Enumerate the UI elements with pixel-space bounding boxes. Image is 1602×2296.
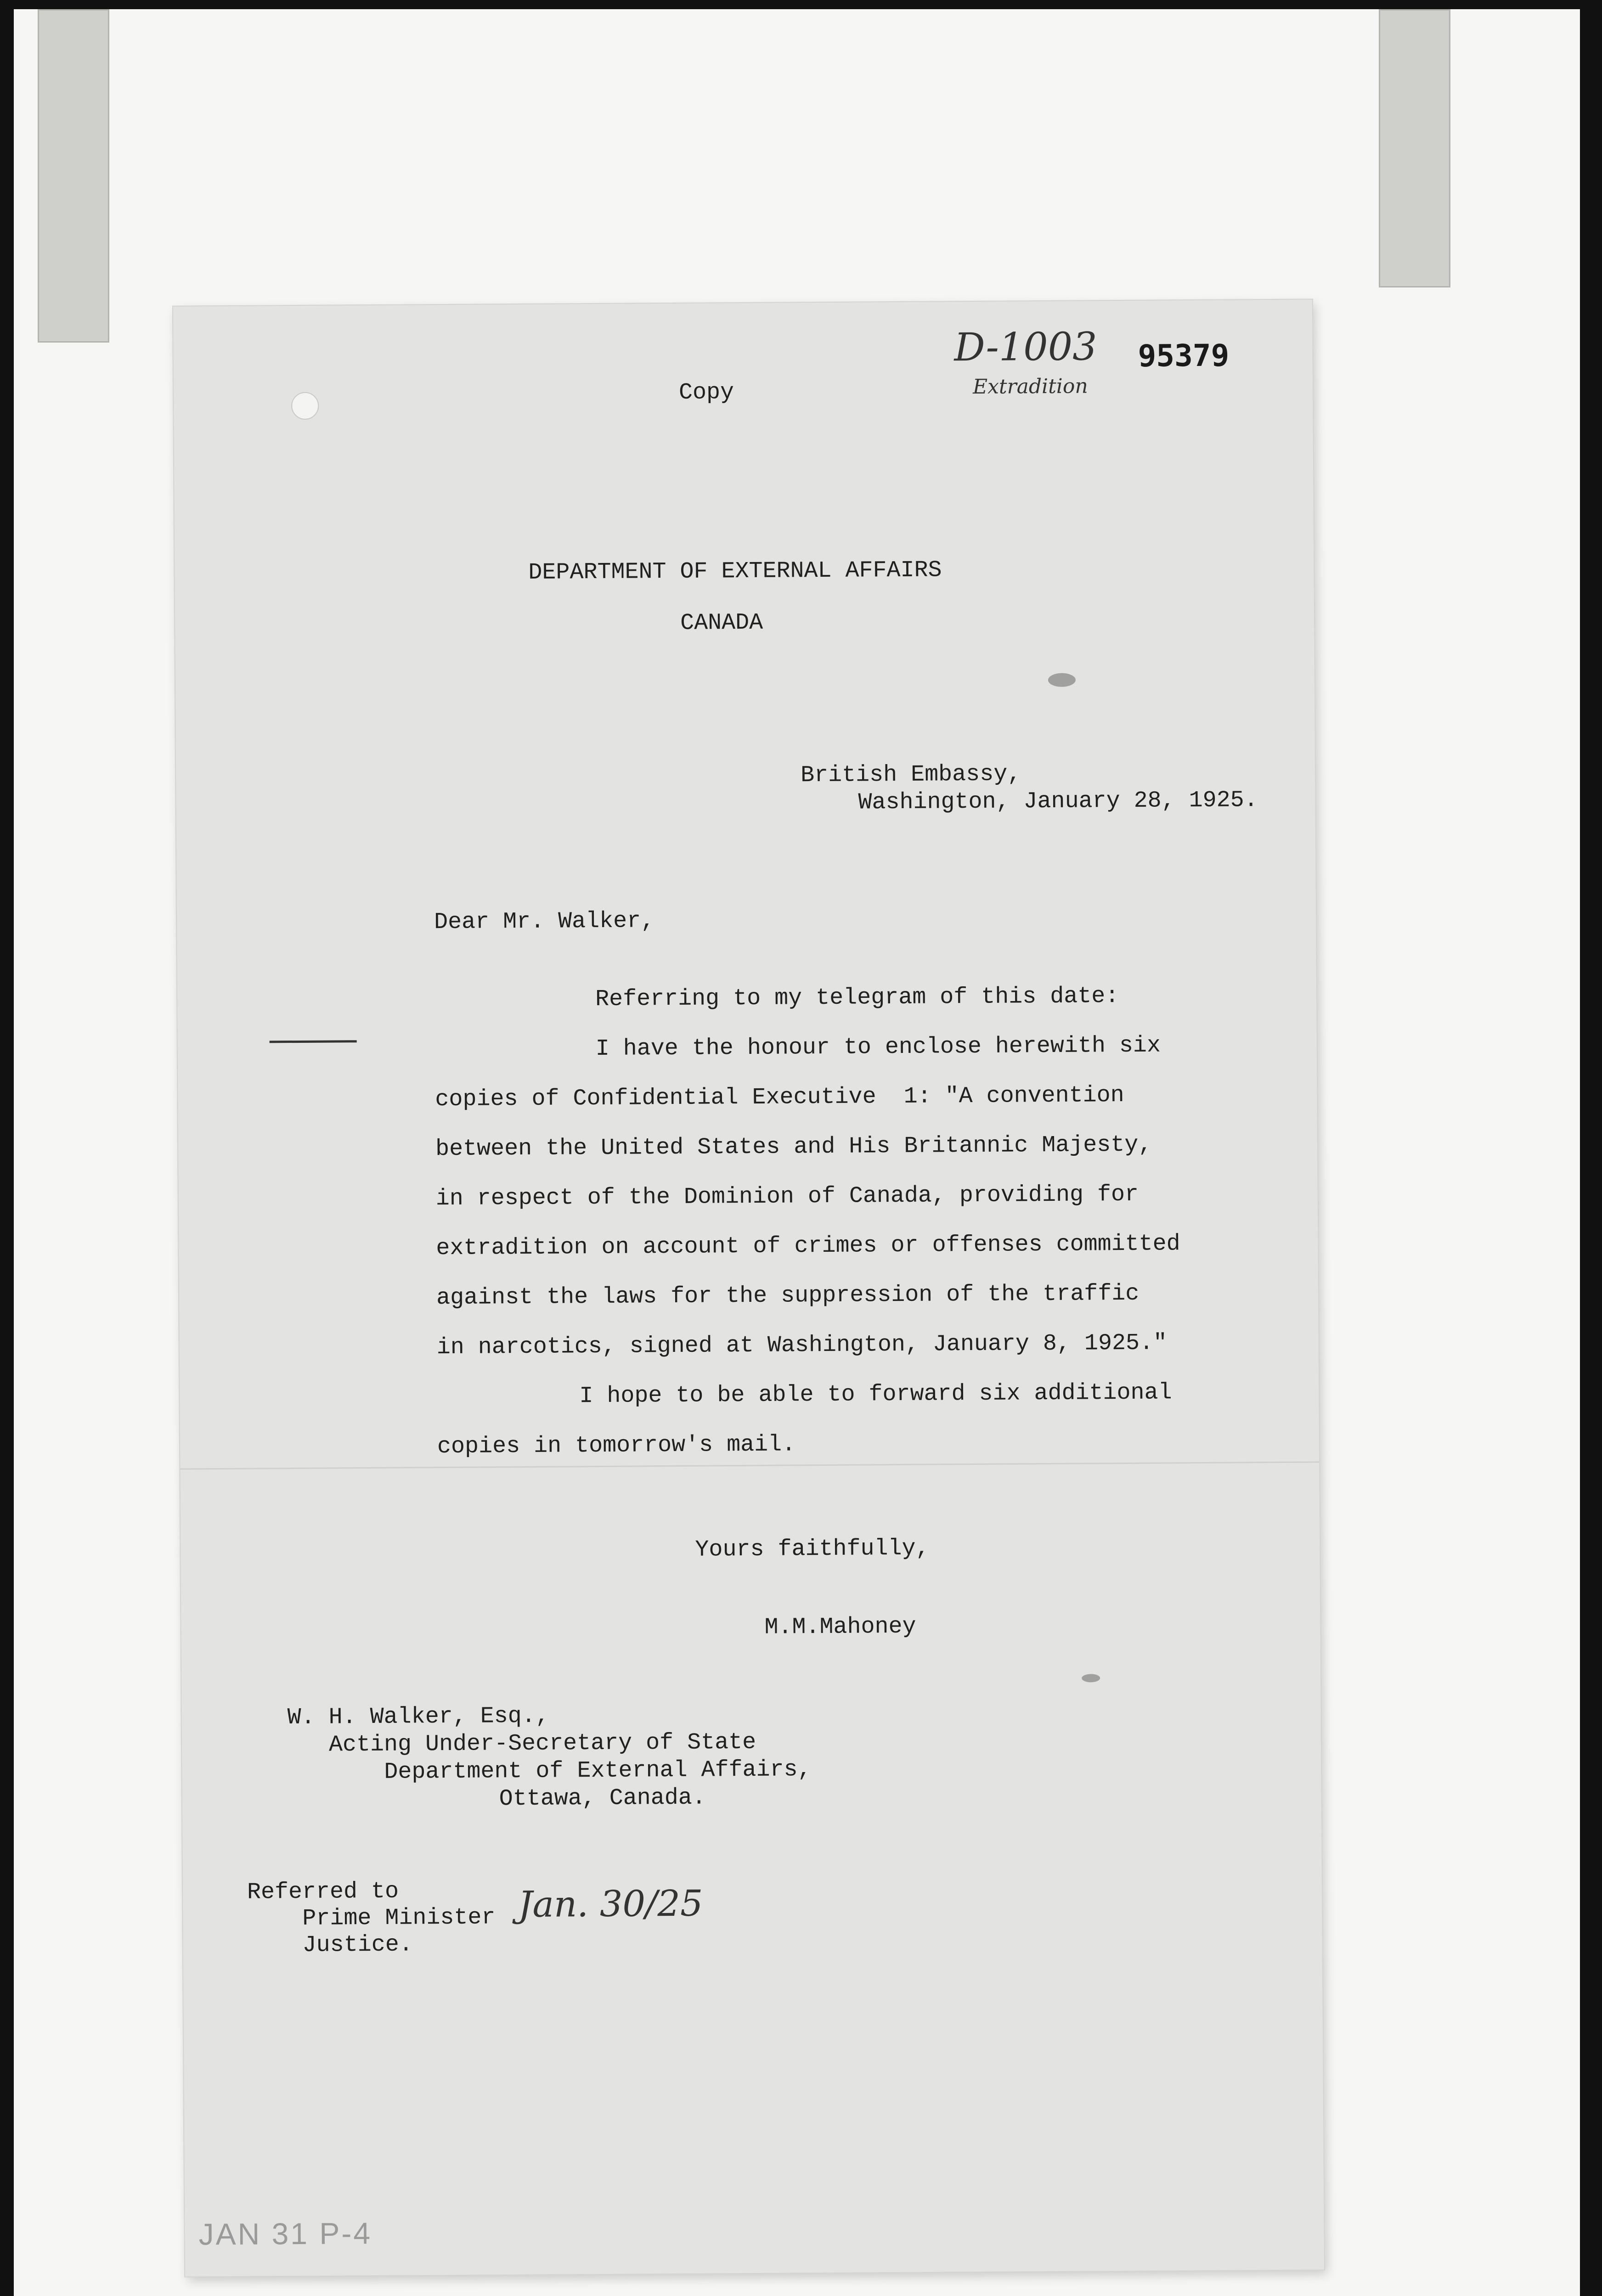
- department-heading: DEPARTMENT OF EXTERNAL AFFAIRS: [528, 557, 942, 586]
- referral-line: Justice.: [302, 1931, 413, 1958]
- sender-address-line-1: British Embassy,: [801, 761, 1021, 789]
- body-line: in respect of the Dominion of Canada, providing for: [435, 1181, 1139, 1212]
- sender-address-line-2: Washington, January 28, 1925.: [858, 787, 1258, 816]
- referral-line: Referred to: [247, 1878, 399, 1906]
- ink-smudge: [1048, 673, 1076, 687]
- handwritten-subject: Extradition: [972, 374, 1088, 399]
- copy-mark: Copy: [678, 379, 734, 406]
- mounting-tape-top-right: [1379, 9, 1450, 287]
- handwritten-referral-date: Jan. 30/25: [518, 1883, 703, 1926]
- body-line: Referring to my telegram of this date:: [595, 983, 1119, 1013]
- body-line: I have the honour to enclose herewith six: [595, 1032, 1161, 1063]
- body-line: between the United States and His Britannic Majesty,: [435, 1131, 1152, 1163]
- punch-hole: [291, 392, 319, 420]
- body-line: copies of Confidential Executive 1: "A convention: [435, 1082, 1124, 1113]
- archive-mount: [14, 9, 1580, 2296]
- file-number: 95379: [1138, 338, 1230, 374]
- country-heading: CANADA: [680, 609, 763, 636]
- signature: M.M.Mahoney: [764, 1613, 916, 1641]
- body-line: I hope to be able to forward six additional: [579, 1379, 1172, 1410]
- margin-mark: [270, 1040, 357, 1043]
- received-date-stamp: JAN 31 P-4: [198, 2216, 372, 2251]
- mounting-tape-top-left: [38, 9, 109, 343]
- referral-line: Prime Minister: [302, 1904, 496, 1932]
- body-line: against the laws for the suppression of the traffic: [436, 1280, 1139, 1311]
- salutation: Dear Mr. Walker,: [434, 908, 655, 936]
- fold-line: [180, 1461, 1319, 1469]
- closing: Yours faithfully,: [695, 1535, 930, 1563]
- body-line: copies in tomorrow's mail.: [437, 1431, 796, 1460]
- addressee-line: Ottawa, Canada.: [499, 1784, 706, 1812]
- body-line: in narcotics, signed at Washington, January 8, 1925.": [436, 1330, 1168, 1361]
- addressee-line: Acting Under-Secretary of State: [328, 1729, 756, 1758]
- letter-page: [173, 299, 1324, 2276]
- body-line: extradition on account of crimes or offenses committed: [436, 1231, 1180, 1262]
- ink-smudge: [1082, 1674, 1100, 1682]
- addressee-line: W. H. Walker, Esq.,: [287, 1703, 549, 1731]
- handwritten-file-ref: D-1003: [954, 324, 1097, 370]
- addressee-line: Department of External Affairs,: [384, 1756, 812, 1785]
